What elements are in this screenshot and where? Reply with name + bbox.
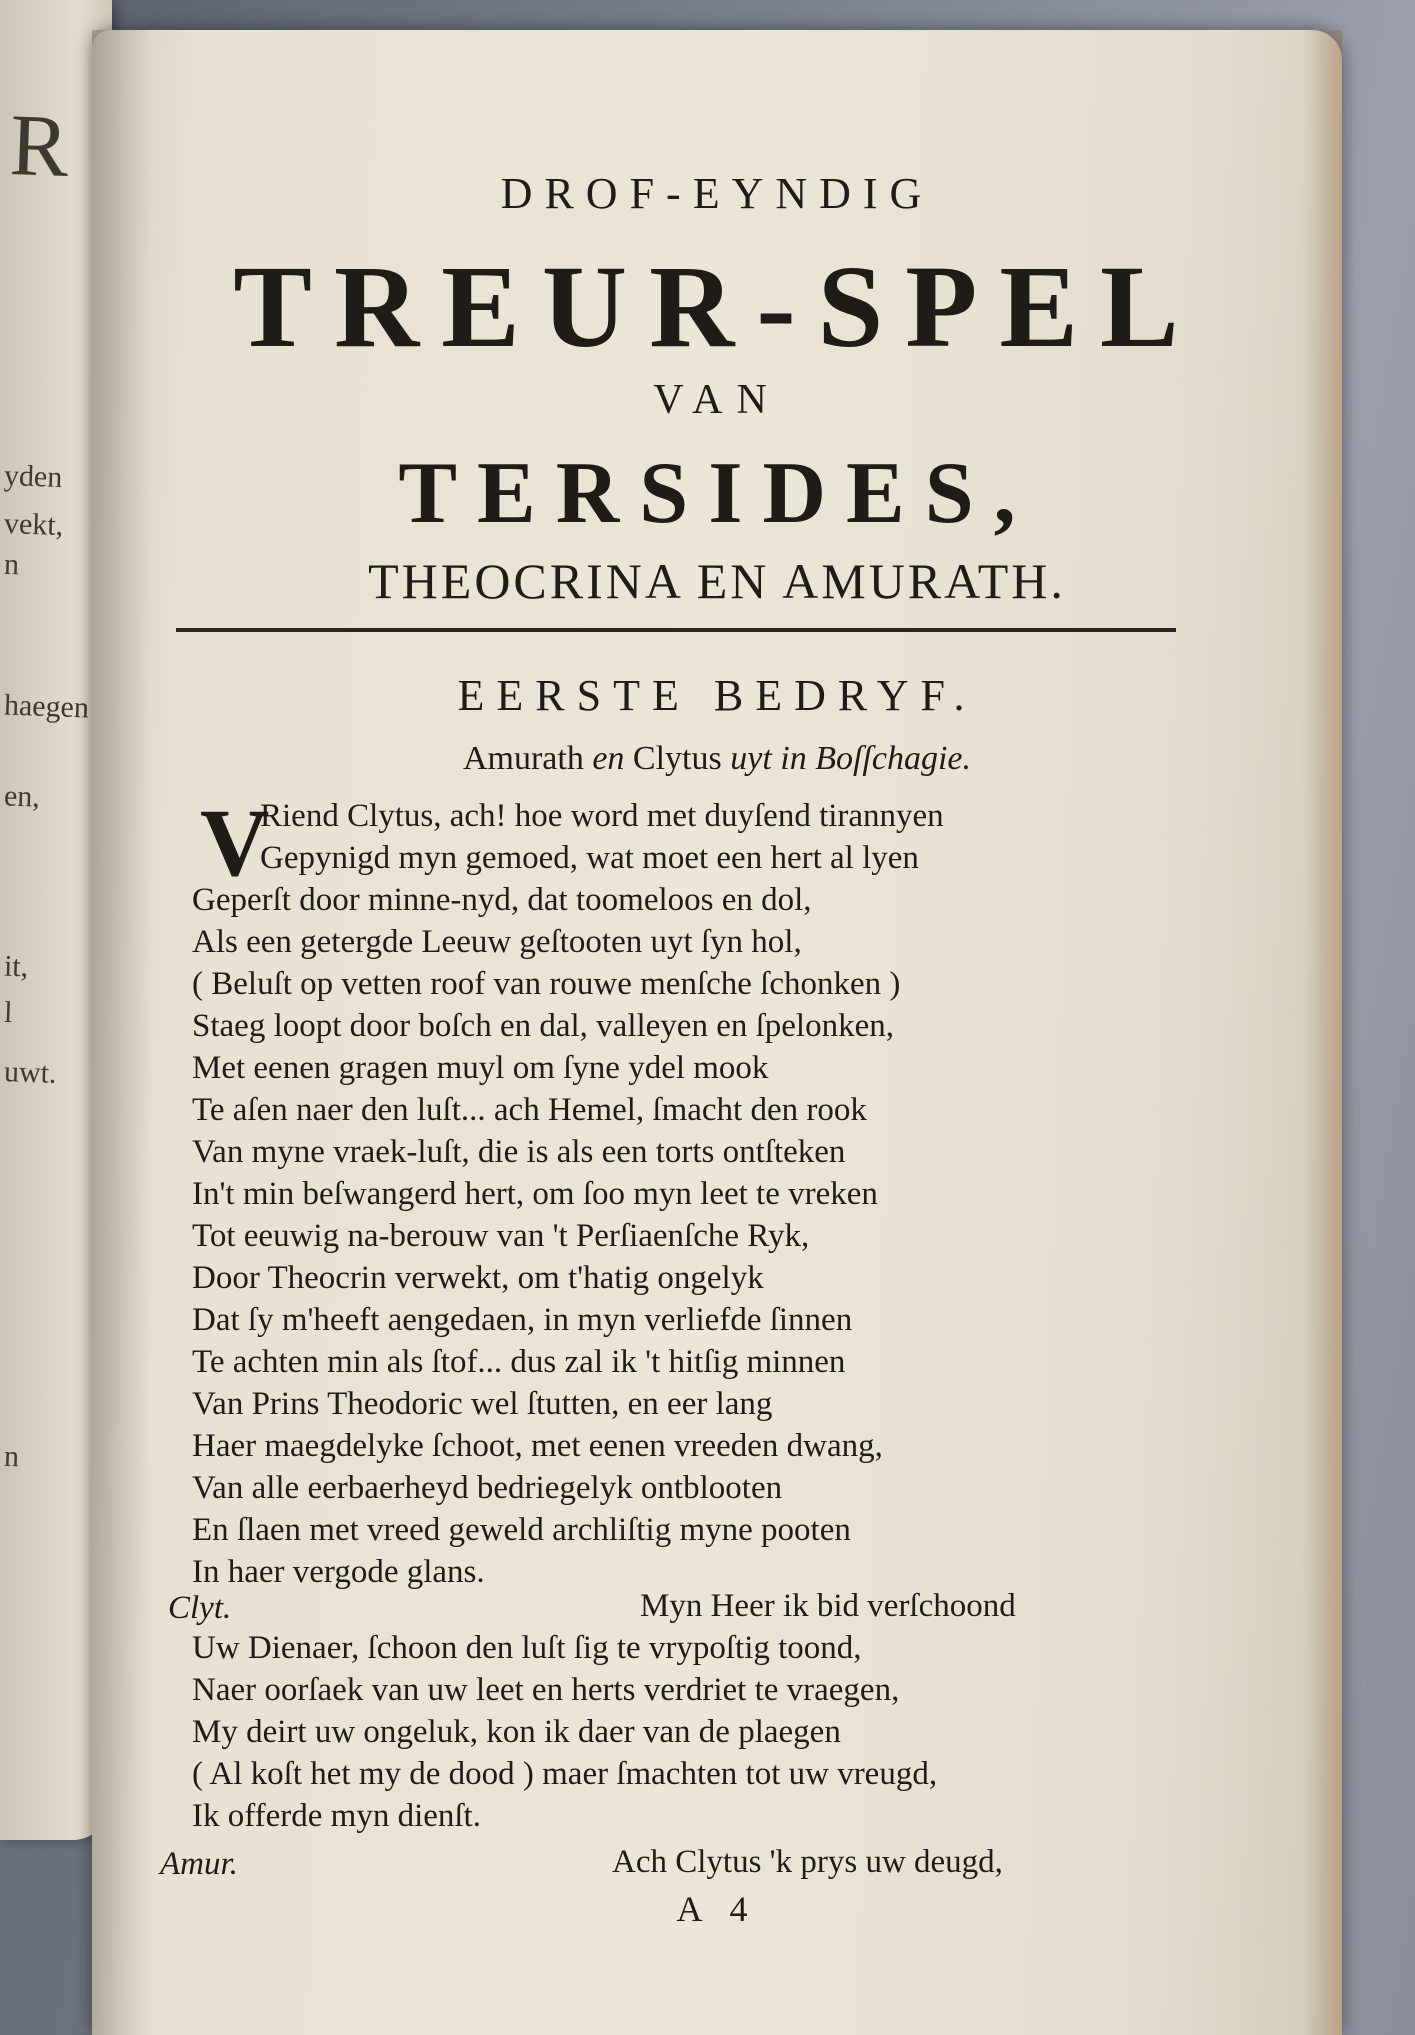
verse-line: Ach Clytus 'k prys uw deugd, [612, 1844, 1003, 1880]
stage-direction-part: Clytus [624, 740, 731, 777]
signature-mark: A 4 [676, 1889, 758, 1929]
verse-line: Van myne vraek-luſt, die is als een torts ontſteken [192, 1134, 846, 1170]
verse-line: Naer oorſaek van uw leet en herts verdriet te vraegen, [192, 1672, 900, 1708]
verse-line: Myn Heer ik bid verſchoond [640, 1588, 1016, 1624]
verse-line: Haer maegdelyke ſchoot, met eenen vreeden dwang, [192, 1428, 883, 1464]
verse-line: In't min beſwangerd hert, om ſoo myn leet te vreken [192, 1176, 878, 1212]
verse-line: Te achten min als ſtof... dus zal ik 't hitſig minnen [192, 1344, 846, 1380]
act-title: EERSTE BEDRYF. [457, 671, 977, 720]
left-fragment: en, [3, 779, 41, 814]
stage-direction-part: Amurath [462, 740, 593, 777]
verse-line: Te aſen naer den luſt... ach Hemel, ſmacht den rook [192, 1092, 867, 1128]
verse-line: Gepynigd myn gemoed, wat moet een hert al lyen [260, 840, 919, 876]
verse-line: Als een getergde Leeuw geſtooten uyt ſyn hol, [192, 924, 802, 960]
speaker-amur: Amur. [160, 1846, 238, 1882]
heading-line-3: VAN [653, 377, 781, 423]
verse-line: Door Theocrin verwekt, om t'hatig ongelyk [192, 1260, 764, 1296]
verse-line: Dat ſy m'heeft aengedaen, in myn verliefde ſinnen [192, 1302, 853, 1338]
verse-line: Uw Dienaer, ſchoon den luſt ſig te vrypoſtig toond, [192, 1630, 862, 1666]
stage-direction-part: uyt in Boſſchagie. [730, 740, 972, 777]
book-page [92, 30, 1342, 2035]
left-fragment: n [3, 1439, 20, 1474]
verse-line: Ik offerde myn dienſt. [192, 1798, 481, 1834]
left-fragment: it, [3, 949, 29, 984]
heading-line-1: DROF-EYNDIG [500, 169, 934, 218]
verse-line: Tot eeuwig na-berouw van 't Perſiaenſche Ryk, [192, 1218, 810, 1254]
verse-line: Staeg loopt door boſch en dal, valleyen en ſpelonken, [192, 1008, 894, 1044]
title-rule [176, 628, 1176, 632]
verse-line: ( Al koſt het my de dood ) maer ſmachten tot uw vreugd, [192, 1756, 938, 1792]
verse-line: Van alle eerbaerheyd bedriegelyk ontblooten [192, 1470, 783, 1506]
left-fragment: l [3, 995, 13, 1030]
left-fragment: uwt. [3, 1055, 58, 1090]
heading-characters: THEOCRINA EN AMURATH. [368, 553, 1066, 609]
stage-direction [92, 740, 1342, 778]
stage-direction-part: en [592, 740, 625, 777]
left-fragment: haegen [3, 688, 90, 725]
verse-line: Geperſt door minne-nyd, dat toomeloos en dol, [192, 882, 812, 918]
verse-line: Met eenen gragen muyl om ſyne ydel mook [192, 1050, 769, 1086]
left-fragment: yden [3, 458, 63, 495]
left-fragment: R [8, 97, 71, 196]
verse-line: Riend Clytus, ach! hoe word met duyſend tirannyen [260, 798, 944, 834]
verse-line: ( Beluſt op vetten roof van rouwe menſche ſchonken ) [192, 966, 901, 1002]
verse-line: En ſlaen met vreed geweld archliſtig myne pooten [192, 1512, 851, 1548]
verse-line: My deirt uw ongeluk, kon ik daer van de plaegen [192, 1714, 841, 1750]
verse-line: Van Prins Theodoric wel ſtutten, en eer lang [192, 1386, 773, 1422]
drop-cap: V [200, 789, 270, 896]
heading-title: TREUR-SPEL [233, 241, 1201, 372]
heading-name: TERSIDES, [398, 445, 1036, 542]
verse-line: In haer vergode glans. [192, 1554, 485, 1590]
speaker-clyt: Clyt. [168, 1590, 232, 1626]
left-fragment: vekt, [3, 506, 64, 543]
left-fragment: n [3, 547, 20, 582]
